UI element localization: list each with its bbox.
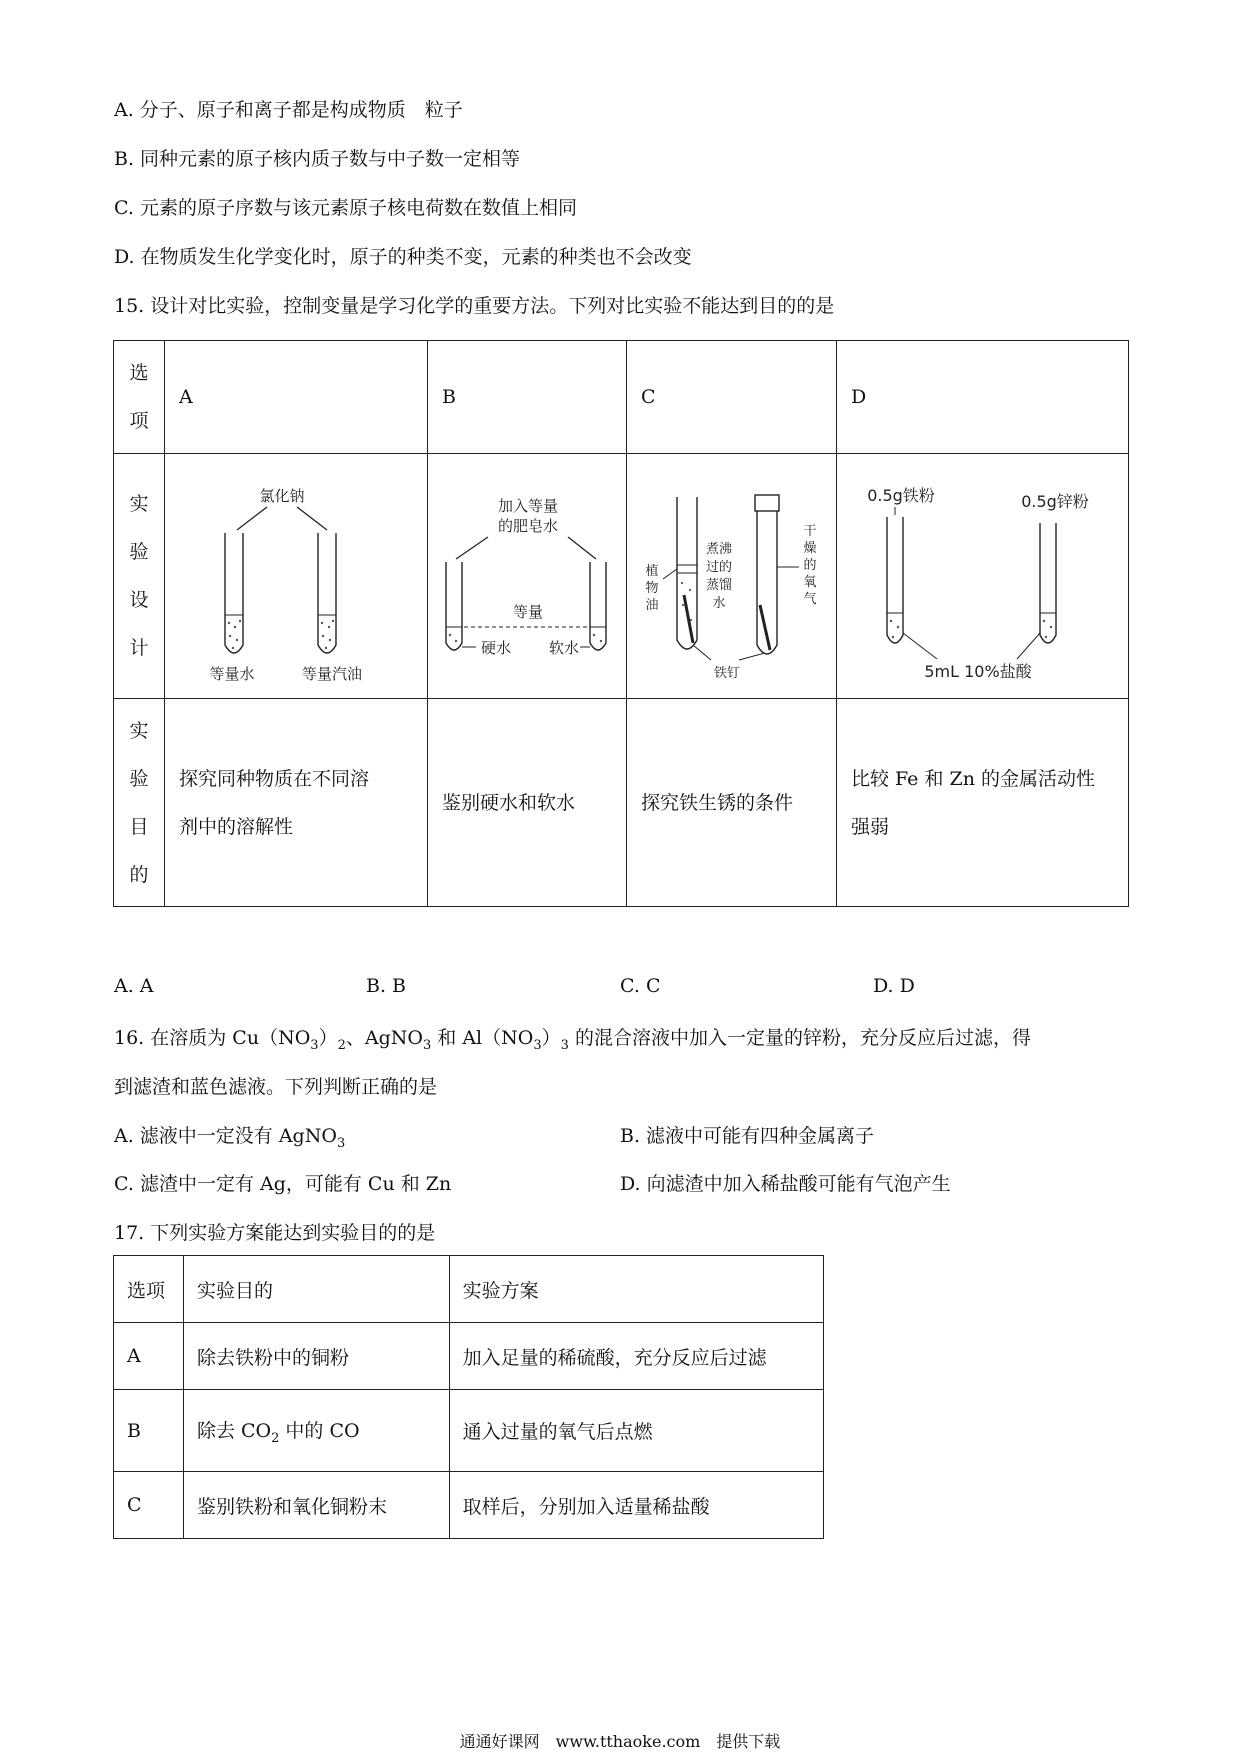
diagram-b-label-soap-2: 的肥皂水 (497, 516, 559, 535)
q15-label-option: 选 项 (114, 341, 165, 454)
svg-text:氧: 氧 (803, 574, 817, 590)
q15-answer-b: B. B (366, 975, 407, 997)
q15-label-design: 实 验 设 计 (114, 454, 165, 699)
q16-option-d: D. 向滤渣中加入稀盐酸可能有气泡产生 (620, 1173, 951, 1195)
q17-row-a-plan: 加入足量的稀硫酸，充分反应后过滤 (449, 1323, 823, 1390)
svg-text:气: 气 (803, 591, 817, 607)
svg-text:干: 干 (803, 523, 817, 539)
q17-header-row (114, 1256, 824, 1323)
q15-answer-c: C. C (620, 975, 661, 997)
svg-text:水: 水 (712, 595, 726, 611)
q15-table (113, 340, 1129, 907)
q15-purpose-d: 比较 Fe 和 Zn 的金属活动性 强弱 (837, 699, 1129, 907)
q15-header-b: B (428, 341, 627, 454)
svg-text:的: 的 (803, 557, 817, 573)
q17-row-c-option: C (114, 1472, 184, 1539)
q16-option-a: A. 滤液中一定没有 AgNO$_3$ (114, 1125, 346, 1151)
prev-option-d: D. 在物质发生化学变化时，原子的种类不变，元素的种类也不会改变 (114, 246, 692, 268)
q15-stem: 15. 设计对比实验，控制变量是学习化学的重要方法。下列对比实验不能达到目的的是 (114, 295, 835, 317)
q17-row-b (114, 1390, 824, 1472)
q15-purpose-c: 探究铁生锈的条件 (627, 699, 837, 907)
diagram-d-label-iron: 0.5g铁粉 (867, 485, 935, 505)
svg-text:植: 植 (645, 563, 659, 579)
q16-stem-line2: 到滤渣和蓝色滤液。下列判断正确的是 (114, 1076, 438, 1098)
page-footer: 通通好课网 www.tthaoke.com 提供下载 (459, 1732, 781, 1751)
diagram-a-label-water: 等量水 (209, 664, 255, 683)
svg-text:煮沸: 煮沸 (705, 541, 733, 557)
q17-row-b-purpose: 除去 $CO_2$ 中的 CO (183, 1390, 449, 1472)
svg-text:物: 物 (645, 580, 659, 596)
diagram-b-label-equal: 等量 (512, 602, 544, 621)
q15-header-row (114, 341, 1129, 454)
q15-diagram-b (428, 454, 627, 699)
q15-purpose-row (114, 699, 1129, 907)
q17-row-c-plan: 取样后，分别加入适量稀盐酸 (449, 1472, 823, 1539)
q16-stem-line1: 16. 在溶质为 $Cu(NO_3)_2$、AgNO$_3$ 和 $Al(NO_3)_3$ 的混合溶液中加入一定量的锌粉，充分反应后过滤，得 (114, 1027, 1031, 1053)
q15-header-c: C (627, 341, 837, 454)
q17-table (113, 1255, 824, 1539)
q17-header-option: 选项 (114, 1256, 184, 1323)
diagram-c-label-nail: 铁钉 (713, 665, 741, 681)
diagram-d-label-acid: 5mL 10%盐酸 (924, 661, 1032, 681)
diagram-a-label-gasoline: 等量汽油 (301, 664, 363, 683)
svg-text:蒸馏: 蒸馏 (705, 577, 733, 593)
q17-row-a-option: A (114, 1323, 184, 1390)
diagram-d-label-zinc: 0.5g锌粉 (1021, 491, 1089, 511)
q16-option-c: C. 滤渣中一定有 Ag，可能有 Cu 和 Zn (114, 1173, 452, 1195)
q17-row-a (114, 1323, 824, 1390)
prev-option-c: C. 元素的原子序数与该元素原子核电荷数在数值上相同 (114, 197, 577, 219)
q17-stem: 17. 下列实验方案能达到实验目的的是 (114, 1222, 436, 1244)
q16-option-b: B. 滤液中可能有四种金属离子 (620, 1125, 875, 1147)
diagram-b-label-hard-water: 硬水 (480, 638, 512, 657)
q15-diagram-a (165, 454, 428, 699)
svg-text:油: 油 (645, 597, 659, 613)
q17-row-c-purpose: 鉴别铁粉和氧化铜粉末 (183, 1472, 449, 1539)
prev-option-a: A. 分子、原子和离子都是构成物质 粒子 (114, 99, 463, 121)
q15-diagram-d (837, 454, 1129, 699)
q15-header-d: D (837, 341, 1129, 454)
q17-row-a-purpose: 除去铁粉中的铜粉 (183, 1323, 449, 1390)
q15-design-row (114, 454, 1129, 699)
q17-row-b-option: B (114, 1390, 184, 1472)
q15-answer-a: A. A (114, 975, 154, 997)
diagram-b-label-soft-water: 软水 (548, 638, 580, 657)
prev-option-b: B. 同种元素的原子核内质子数与中子数一定相等 (114, 148, 521, 170)
q15-purpose-b: 鉴别硬水和软水 (428, 699, 627, 907)
diagram-a-label-sodium-chloride: 氯化钠 (259, 486, 305, 505)
q17-header-purpose: 实验目的 (183, 1256, 449, 1323)
q15-header-a: A (165, 341, 428, 454)
svg-text:过的: 过的 (705, 559, 733, 575)
q17-header-plan: 实验方案 (449, 1256, 823, 1323)
q15-diagram-c (627, 454, 837, 699)
q17-row-b-plan: 通入过量的氧气后点燃 (449, 1390, 823, 1472)
diagram-b-label-soap-1: 加入等量 (497, 496, 559, 515)
q15-purpose-a: 探究同种物质在不同溶 剂中的溶解性 (165, 699, 428, 907)
q15-label-purpose: 实 验 目 的 (114, 699, 165, 907)
q17-row-c (114, 1472, 824, 1539)
q15-answer-d: D. D (873, 975, 915, 997)
svg-text:燥: 燥 (803, 540, 817, 556)
